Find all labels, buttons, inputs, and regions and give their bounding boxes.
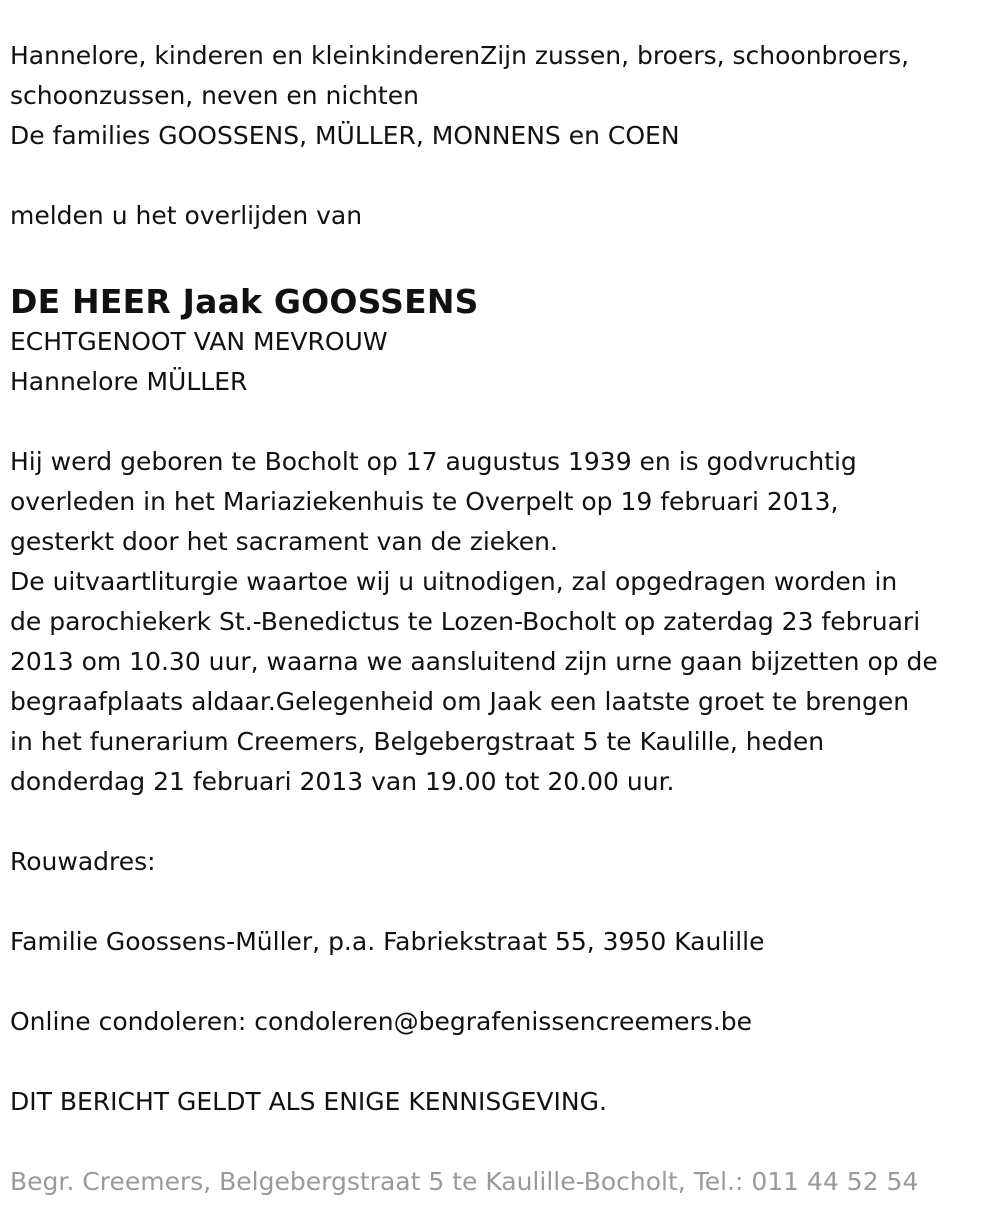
- body-line: de parochiekerk St.-Benedictus te Lozen-Bocholt op zaterdag 23 februari: [10, 607, 921, 636]
- spacer: [10, 402, 990, 442]
- spacer: [10, 802, 990, 842]
- spacer: [10, 882, 990, 922]
- spacer: [10, 236, 990, 276]
- body-line: begraafplaats aldaar.Gelegenheid om Jaak een laatste groet te brengen: [10, 687, 910, 716]
- family-section: [10, 36, 990, 156]
- spacer: [10, 962, 990, 1002]
- spouse-name: Hannelore MÜLLER: [10, 367, 248, 396]
- family-line: schoonzussen, neven en nichten: [10, 81, 419, 110]
- body-text: [10, 442, 990, 802]
- body-line: overleden in het Mariaziekenhuis te Overpelt op 19 februari 2013,: [10, 487, 839, 516]
- body-line: De uitvaartliturgie waartoe wij u uitnodigen, zal opgedragen worden in: [10, 567, 898, 596]
- spouse-title: ECHTGENOOT VAN MEVROUW: [10, 327, 388, 356]
- body-line: 2013 om 10.30 uur, waarna we aansluitend zijn urne gaan bijzetten op de: [10, 647, 938, 676]
- deceased-name: DE HEER Jaak GOOSSENS: [10, 282, 479, 321]
- body-line: Hij werd geboren te Bocholt op 17 augustus 1939 en is godvruchtig: [10, 447, 857, 476]
- rouwadres-label: Rouwadres:: [10, 847, 156, 876]
- obituary-notice: [10, 36, 990, 1202]
- announcement-text: melden u het overlijden van: [10, 201, 363, 230]
- online-condolences: Online condoleren: condoleren@begrafenissencreemers.be: [10, 1007, 753, 1036]
- spacer: [10, 1042, 990, 1082]
- body-line: donderdag 21 februari 2013 van 19.00 tot 20.00 uur.: [10, 767, 675, 796]
- rouwadres-address: Familie Goossens-Müller, p.a. Fabriekstraat 55, 3950 Kaulille: [10, 927, 765, 956]
- funeral-home-footer: Begr. Creemers, Belgebergstraat 5 te Kaulille-Bocholt, Tel.: 011 44 52 54: [10, 1167, 919, 1196]
- spacer: [10, 156, 990, 196]
- spacer: [10, 1122, 990, 1162]
- body-line: gesterkt door het sacrament van de zieken.: [10, 527, 558, 556]
- family-line: Hannelore, kinderen en kleinkinderenZijn zussen, broers, schoonbroers,: [10, 41, 910, 70]
- body-line: in het funerarium Creemers, Belgebergstraat 5 te Kaulille, heden: [10, 727, 825, 756]
- notice-text: DIT BERICHT GELDT ALS ENIGE KENNISGEVING.: [10, 1087, 607, 1116]
- family-line: De families GOOSSENS, MÜLLER, MONNENS en COEN: [10, 121, 680, 150]
